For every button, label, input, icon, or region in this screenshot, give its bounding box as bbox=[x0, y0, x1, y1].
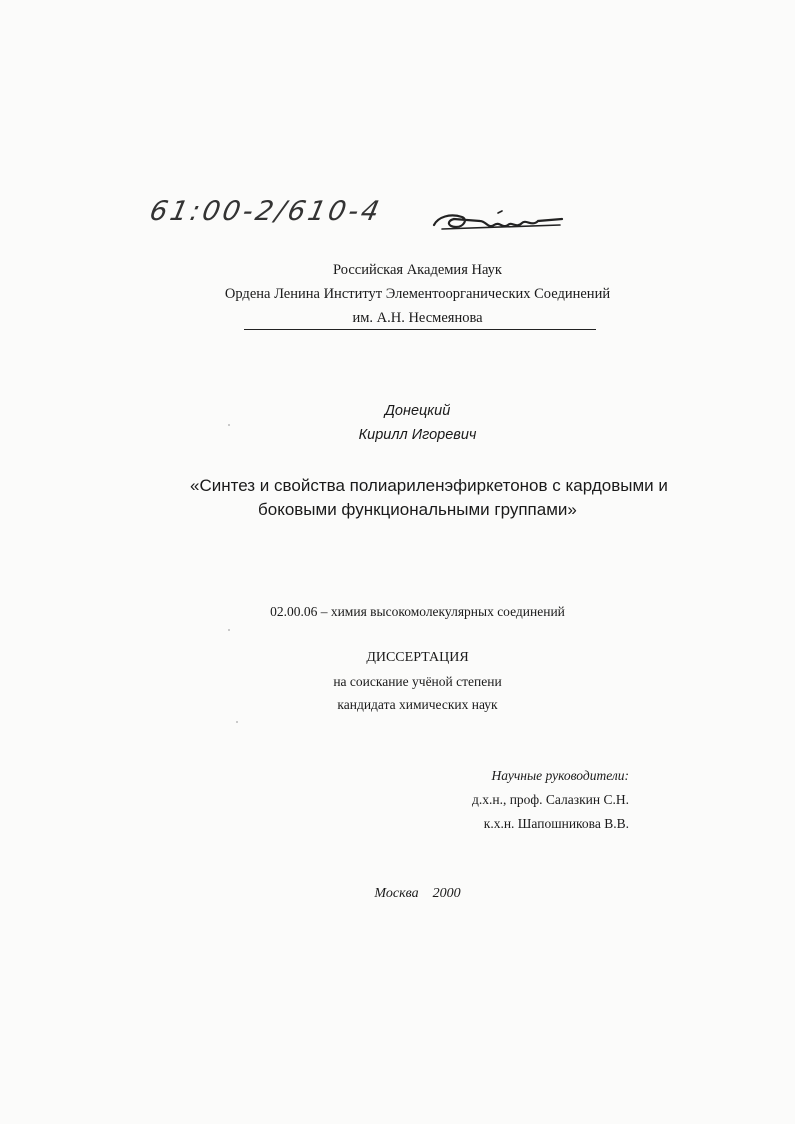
city-year: Москва 2000 bbox=[374, 886, 461, 901]
catalog-number-handwritten: 61:00-2/610-4 bbox=[146, 196, 385, 227]
dissertation-title-line1: «Синтез и свойства полиариленэфиркетонов с кардовыми и bbox=[190, 476, 668, 495]
dissertation-title-line2: боковыми функциональными группами» bbox=[258, 500, 577, 519]
supervisor-first: д.х.н., проф. Салазкин С.Н. bbox=[471, 792, 629, 807]
specialty-code: 02.00.06 – химия высокомолекулярных соединений bbox=[270, 604, 565, 619]
author-given-name: Кирилл Игоревич bbox=[358, 427, 477, 443]
supervisors-label: Научные руководители: bbox=[491, 768, 629, 783]
institute-named-after: им. А.Н. Несмеянова bbox=[352, 310, 483, 326]
academy-name: Российская Академия Наук bbox=[333, 262, 502, 278]
signature-scribble bbox=[428, 203, 568, 237]
document-type: ДИССЕРТАЦИЯ bbox=[366, 650, 469, 665]
scan-speck bbox=[228, 424, 230, 426]
degree-line1: на соискание учёной степени bbox=[333, 674, 502, 689]
degree-line2: кандидата химических наук bbox=[337, 697, 498, 712]
author-surname: Донецкий bbox=[384, 403, 451, 419]
header-divider bbox=[244, 329, 596, 330]
scan-speck bbox=[228, 629, 230, 631]
supervisor-second: к.х.н. Шапошникова В.В. bbox=[483, 816, 629, 831]
institute-name: Ордена Ленина Институт Элементоорганических Соединений bbox=[224, 286, 611, 302]
scan-speck bbox=[236, 721, 238, 723]
